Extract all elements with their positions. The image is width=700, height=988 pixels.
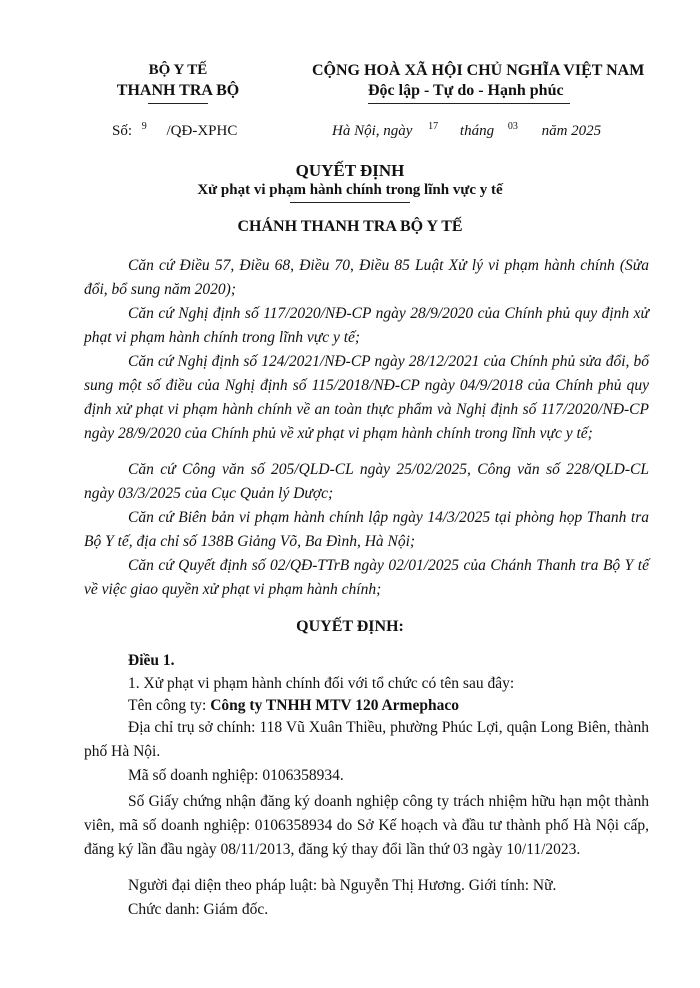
representative-position: Chức danh: Giám đốc. — [128, 901, 269, 918]
motto: Độc lập - Tự do - Hạnh phúc — [368, 82, 564, 99]
company-registration: Số Giấy chứng nhận đăng ký doanh nghiệp công ty trách nhiệm hữu hạn một thành viên, mã số doanh nghiệp: 0106358934 do Sở Kế hoạch và đầu tư thành phố Hà Nội cấp, đăng ký lần đầu ngày 08/11/2013, đăng ký thay đổi lần thứ 03 ngày 10/11/2023. — [84, 793, 649, 858]
legal-basis-3: Căn cứ Nghị định số 124/2021/NĐ-CP ngày 28/12/2021 của Chính phủ sửa đổi, bổ sung một số điều của Nghị định số 115/2018/NĐ-CP ngày 04/9/2018 của Chính phủ quy định xử phạt vi phạm hành chính về an toàn thực phẩm và Nghị định số 117/2020/NĐ-CP ngày 28/9/2020 của Chính phủ về xử phạt vi phạm hành chính trong lĩnh vực y tế; — [84, 353, 649, 442]
legal-basis-2: Căn cứ Nghị định số 117/2020/NĐ-CP ngày 28/9/2020 của Chính phủ quy định xử phạt vi phạm hành chính trong lĩnh vực y tế; — [84, 305, 649, 346]
company-line — [84, 694, 649, 718]
doc-number-suffix: /QĐ-XPHC — [166, 123, 238, 139]
decision-heading: QUYẾT ĐỊNH: — [296, 618, 404, 635]
legal-representative: Người đại diện theo pháp luật: bà Nguyễn Thị Hương. Giới tính: Nữ. — [128, 877, 557, 894]
company-address: Địa chỉ trụ sở chính: 118 Vũ Xuân Thiều, phường Phúc Lợi, quận Long Biên, thành phố Hà Nội. — [84, 719, 649, 760]
agency-name: THANH TRA BỘ — [116, 82, 240, 99]
doc-number-line — [112, 121, 237, 140]
agency-parent: BỘ Y TẾ — [148, 62, 208, 78]
document-title: QUYẾT ĐỊNH — [295, 161, 405, 180]
article-1-intro: 1. Xử phạt vi phạm hành chính đối với tổ chức có tên sau đây: — [128, 675, 515, 692]
company-label: Tên công ty: — [128, 697, 211, 714]
month-label: tháng — [459, 123, 495, 139]
authority-title: CHÁNH THANH TRA BỘ Y TẾ — [237, 218, 463, 235]
doc-number-label: Số: — [112, 123, 133, 139]
legal-basis-6: Căn cứ Quyết định số 02/QĐ-TTrB ngày 02/01/2025 của Chánh Thanh tra Bộ Y tế về việc giao quyền xử phạt vi phạm hành chính; — [84, 557, 649, 598]
legal-basis-1: Căn cứ Điều 57, Điều 68, Điều 70, Điều 85 Luật Xử lý vi phạm hành chính (Sửa đổi, bổ sung năm 2020); — [84, 257, 649, 298]
company-name: Công ty TNHH MTV 120 Armephaco — [210, 697, 459, 714]
doc-number: 9 — [141, 121, 147, 132]
article-1-heading: Điều 1. — [128, 652, 175, 669]
legal-basis-5: Căn cứ Biên bản vi phạm hành chính lập ngày 14/3/2025 tại phòng họp Thanh tra Bộ Y tế, địa chỉ số 138B Giảng Võ, Ba Đình, Hà Nội; — [84, 509, 649, 550]
date-day: 17 — [428, 121, 439, 132]
company-tax-code: Mã số doanh nghiệp: 0106358934. — [128, 767, 344, 784]
place-date-prefix: Hà Nội, ngày — [332, 123, 413, 139]
year-label: năm 2025 — [541, 123, 602, 139]
motto-underline — [368, 103, 570, 104]
date-month: 03 — [507, 121, 518, 132]
place-date — [332, 121, 601, 140]
legal-basis-4: Căn cứ Công văn số 205/QLD-CL ngày 25/02/2025, Công văn số 228/QLD-CL ngày 03/3/2025 của Cục Quản lý Dược; — [84, 461, 649, 502]
document-subtitle: Xử phạt vi phạm hành chính trong lĩnh vực y tế — [197, 182, 503, 198]
subtitle-underline — [290, 202, 410, 203]
agency-underline — [148, 103, 208, 104]
nation-name: CỘNG HOÀ XÃ HỘI CHỦ NGHĨA VIỆT NAM — [312, 62, 645, 79]
